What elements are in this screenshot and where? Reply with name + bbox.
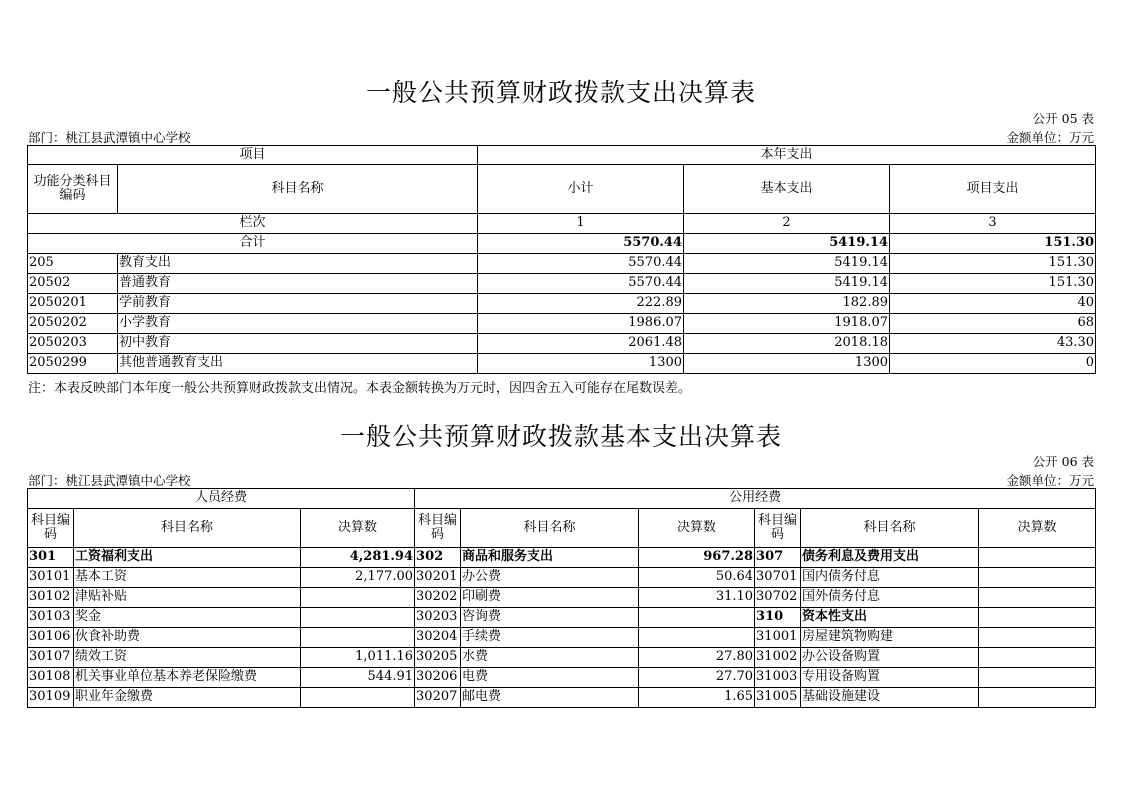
row-code: 2050203 — [28, 334, 118, 354]
table-row — [28, 628, 1096, 648]
table-row — [28, 588, 1096, 608]
row-code: 30207 — [415, 688, 461, 708]
row-name: 基本工资 — [74, 568, 301, 588]
header-code: 科目编码 — [755, 509, 801, 548]
table-row — [28, 354, 1096, 374]
row-code: 30107 — [28, 648, 74, 668]
header-subtotal: 小计 — [478, 165, 684, 214]
row-code: 30202 — [415, 588, 461, 608]
row-name: 机关事业单位基本养老保险缴费 — [74, 668, 301, 688]
row-basic: 182.89 — [684, 294, 890, 314]
row-amount: 27.80 — [639, 648, 755, 668]
table-row — [28, 568, 1096, 588]
row-code: 30103 — [28, 608, 74, 628]
row-item: 43.30 — [890, 334, 1096, 354]
row-name: 房屋建筑物购建 — [801, 628, 979, 648]
row-amount — [979, 548, 1096, 568]
header-code: 科目编码 — [415, 509, 461, 548]
row-basic: 1918.07 — [684, 314, 890, 334]
row-code: 30108 — [28, 668, 74, 688]
row-item: 0 — [890, 354, 1096, 374]
row-name: 工资福利支出 — [74, 548, 301, 568]
row-name: 邮电费 — [461, 688, 639, 708]
row-code: 2050201 — [28, 294, 118, 314]
row-code: 30109 — [28, 688, 74, 708]
column-label: 栏次 — [28, 214, 478, 234]
row-code: 30205 — [415, 648, 461, 668]
row-code: 2050202 — [28, 314, 118, 334]
row-code: 30702 — [755, 588, 801, 608]
row-code: 30206 — [415, 668, 461, 688]
table05-department: 部门：桃江县武潭镇中心学校 — [28, 130, 191, 145]
row-name: 基础设施建设 — [801, 688, 979, 708]
row-name: 资本性支出 — [801, 608, 979, 628]
row-name: 印刷费 — [461, 588, 639, 608]
row-code: 301 — [28, 548, 74, 568]
row-amount: 27.70 — [639, 668, 755, 688]
row-name: 初中教育 — [118, 334, 478, 354]
row-amount — [979, 688, 1096, 708]
row-amount — [979, 668, 1096, 688]
row-code: 31002 — [755, 648, 801, 668]
row-code: 2050299 — [28, 354, 118, 374]
header-basic: 基本支出 — [684, 165, 890, 214]
table-row — [28, 274, 1096, 294]
row-name: 办公费 — [461, 568, 639, 588]
row-amount — [639, 608, 755, 628]
row-code: 31003 — [755, 668, 801, 688]
table-row — [28, 668, 1096, 688]
row-name: 办公设备购置 — [801, 648, 979, 668]
table-row — [28, 294, 1096, 314]
row-amount: 544.91 — [301, 668, 415, 688]
column-3: 3 — [890, 214, 1096, 234]
row-name: 学前教育 — [118, 294, 478, 314]
header-name: 科目名称 — [461, 509, 639, 548]
row-amount — [301, 588, 415, 608]
table06-number: 公开 06 表 — [1032, 454, 1094, 469]
table-row — [28, 608, 1096, 628]
row-name: 小学教育 — [118, 314, 478, 334]
column-1: 1 — [478, 214, 684, 234]
row-amount: 4,281.94 — [301, 548, 415, 568]
row-code: 30101 — [28, 568, 74, 588]
row-code: 205 — [28, 254, 118, 274]
row-name: 专用设备购置 — [801, 668, 979, 688]
total-subtotal: 5570.44 — [478, 234, 684, 254]
row-amount — [301, 628, 415, 648]
row-name: 债务利息及费用支出 — [801, 548, 979, 568]
header-code: 功能分类科目编码 — [28, 165, 118, 214]
table-row — [28, 334, 1096, 354]
header-personnel: 人员经费 — [28, 489, 415, 509]
row-code: 310 — [755, 608, 801, 628]
header-name: 科目名称 — [118, 165, 478, 214]
row-amount — [979, 568, 1096, 588]
row-item: 68 — [890, 314, 1096, 334]
row-code: 31001 — [755, 628, 801, 648]
row-subtotal: 2061.48 — [478, 334, 684, 354]
row-subtotal: 222.89 — [478, 294, 684, 314]
row-code: 30201 — [415, 568, 461, 588]
row-basic: 5419.14 — [684, 254, 890, 274]
row-code: 30106 — [28, 628, 74, 648]
row-subtotal: 5570.44 — [478, 274, 684, 294]
row-code: 307 — [755, 548, 801, 568]
table06-title: 一般公共预算财政拨款基本支出决算表 — [339, 422, 782, 451]
row-name: 伙食补助费 — [74, 628, 301, 648]
row-code: 20502 — [28, 274, 118, 294]
row-amount: 1,011.16 — [301, 648, 415, 668]
header-amount: 决算数 — [301, 509, 415, 548]
total-label: 合计 — [28, 234, 478, 254]
row-code: 31005 — [755, 688, 801, 708]
table05-number: 公开 05 表 — [1032, 111, 1094, 126]
row-subtotal: 1300 — [478, 354, 684, 374]
row-basic: 2018.18 — [684, 334, 890, 354]
header-amount: 决算数 — [979, 509, 1096, 548]
table-row — [28, 548, 1096, 568]
row-basic: 1300 — [684, 354, 890, 374]
row-amount — [979, 628, 1096, 648]
row-item: 40 — [890, 294, 1096, 314]
table-row — [28, 314, 1096, 334]
row-subtotal: 1986.07 — [478, 314, 684, 334]
header-name: 科目名称 — [74, 509, 301, 548]
row-name: 水费 — [461, 648, 639, 668]
row-code: 30701 — [755, 568, 801, 588]
row-amount — [301, 608, 415, 628]
row-amount: 1.65 — [639, 688, 755, 708]
total-item: 151.30 — [890, 234, 1096, 254]
header-code: 科目编码 — [28, 509, 74, 548]
row-code: 30204 — [415, 628, 461, 648]
row-amount: 967.28 — [639, 548, 755, 568]
row-name: 职业年金缴费 — [74, 688, 301, 708]
row-name: 国内债务付息 — [801, 568, 979, 588]
row-amount — [301, 688, 415, 708]
header-amount: 决算数 — [639, 509, 755, 548]
table05-unit: 金额单位：万元 — [1006, 130, 1094, 145]
column-2: 2 — [684, 214, 890, 234]
row-amount: 50.64 — [639, 568, 755, 588]
row-name: 教育支出 — [118, 254, 478, 274]
row-basic: 5419.14 — [684, 274, 890, 294]
table-row — [28, 648, 1096, 668]
row-item: 151.30 — [890, 274, 1096, 294]
total-basic: 5419.14 — [684, 234, 890, 254]
header-item: 项目支出 — [890, 165, 1096, 214]
table-row — [28, 254, 1096, 274]
header-year-spend: 本年支出 — [478, 146, 1096, 165]
row-name: 商品和服务支出 — [461, 548, 639, 568]
header-project: 项目 — [28, 146, 478, 165]
row-code: 302 — [415, 548, 461, 568]
row-code: 30102 — [28, 588, 74, 608]
table-row — [28, 688, 1096, 708]
row-name: 咨询费 — [461, 608, 639, 628]
row-name: 奖金 — [74, 608, 301, 628]
header-name: 科目名称 — [801, 509, 979, 548]
header-public: 公用经费 — [415, 489, 1096, 509]
row-name: 电费 — [461, 668, 639, 688]
row-name: 绩效工资 — [74, 648, 301, 668]
row-name: 其他普通教育支出 — [118, 354, 478, 374]
row-amount — [979, 608, 1096, 628]
row-amount — [979, 648, 1096, 668]
row-name: 津贴补贴 — [74, 588, 301, 608]
row-amount: 2,177.00 — [301, 568, 415, 588]
row-name: 普通教育 — [118, 274, 478, 294]
row-code: 30203 — [415, 608, 461, 628]
table06-department: 部门：桃江县武潭镇中心学校 — [28, 473, 191, 488]
table06-unit: 金额单位：万元 — [1006, 473, 1094, 488]
table05 — [27, 145, 1096, 374]
row-name: 国外债务付息 — [801, 588, 979, 608]
table05-note: 注：本表反映部门本年度一般公共预算财政拨款支出情况。本表金额转换为万元时，因四舍五入可能存在尾数误差。 — [28, 381, 692, 396]
row-amount — [979, 588, 1096, 608]
table05-title: 一般公共预算财政拨款支出决算表 — [365, 78, 756, 107]
row-item: 151.30 — [890, 254, 1096, 274]
row-amount: 31.10 — [639, 588, 755, 608]
row-amount — [639, 628, 755, 648]
table06 — [27, 488, 1096, 708]
row-name: 手续费 — [461, 628, 639, 648]
row-subtotal: 5570.44 — [478, 254, 684, 274]
